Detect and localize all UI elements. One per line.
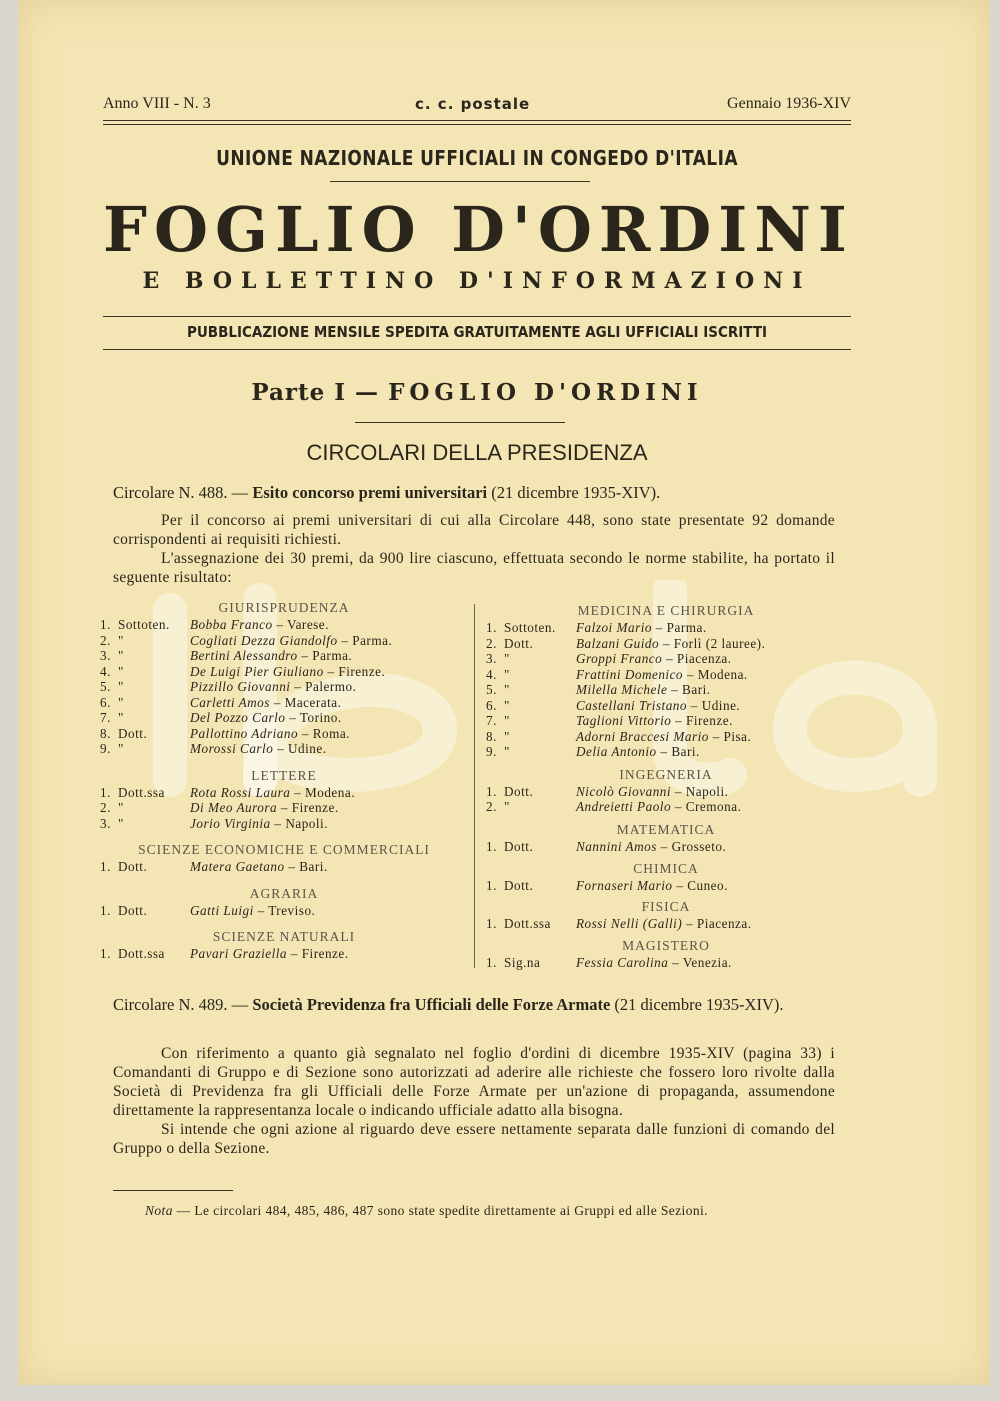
title: " [504,697,510,713]
city: – Piacenza. [686,915,752,931]
publication-note: PUBBLICAZIONE MENSILE SPEDITA GRATUITAMENTE AGLI UFFICIALI ISCRITTI [186,323,768,341]
winner-row [100,800,468,816]
city: – Parma. [301,648,353,663]
title: " [118,663,124,679]
winner-name: Pavari Graziella [190,946,288,961]
circular-subject: Società Previdenza fra Ufficiali delle Forze Armate [252,995,611,1014]
rank: 2. [486,799,497,814]
title: Dott. [118,859,148,874]
rank: 2. [100,632,111,648]
title: " [504,799,510,814]
faculty-heading: GIURISPRUDENZA [218,600,350,615]
faculty-heading: SCIENZE ECONOMICHE E COMMERCIALI [138,842,430,857]
circular-489-body [113,1044,835,1158]
results-right-column [486,602,846,971]
footnote-divider [113,1190,233,1191]
faculty-heading: LETTERE [251,767,317,783]
city: – Firenze. [290,946,349,961]
winner-row [100,816,468,832]
rank: 1. [100,946,111,961]
title: Dott. [504,635,534,651]
winner-name: Bobba Franco [190,617,273,632]
circular-number: Circolare N. 489. — [113,995,249,1014]
rank: 1. [100,859,111,874]
winner-row [486,713,846,729]
winner-name: Pallottino Adriano [190,725,299,741]
winner-row [486,620,846,636]
winner-name: Rota Rossi Laura [190,784,291,800]
winner-name: Pizzillo Giovanni [190,679,291,694]
faculty-heading: FISICA [641,898,691,914]
city: – Forlì (2 lauree). [662,635,766,651]
divider [103,349,851,350]
title: " [504,666,510,682]
winner-row [100,617,468,633]
rank: 6. [100,694,111,710]
winner-name: Andreietti Paolo [576,799,672,814]
winner-name: Delia Antonio [576,744,657,759]
masthead-subtitle: E BOLLETTINO D'INFORMAZIONI [142,268,812,294]
winner-name: Rossi Nelli (Galli) [576,915,683,931]
rank: 3. [100,815,111,831]
rank: 1. [100,617,111,632]
city: – Firenze. [327,663,386,679]
faculty-heading: CHIMICA [633,861,699,876]
rank: 1. [100,784,111,800]
winner-row [486,682,846,698]
city: – Udine. [690,697,741,713]
title: " [504,651,510,666]
postal-label: c. c. postale [415,95,531,113]
city: – Macerata. [273,694,342,710]
title: Sig.na [504,955,541,970]
footnote-label: Nota [145,1203,173,1218]
title: Dott.ssa [118,946,165,961]
city: – Modena. [686,666,748,682]
rank: 1. [486,955,497,970]
divider [355,422,565,423]
part-heading [103,379,851,407]
winner-name: Bertini Alessandro [190,648,298,663]
winner-name: Cogliati Dezza Giandolfo [190,632,338,648]
title: Dott.ssa [504,915,551,931]
winner-name: Adorni Braccesi Mario [576,728,709,744]
city: – Modena. [294,784,356,800]
winner-name: Nicolò Giovanni [576,783,672,799]
divider [103,124,851,125]
city: – Parma. [341,632,393,648]
rank: 7. [100,710,111,725]
circular-number: Circolare N. 488. — [113,483,249,502]
column-divider [474,604,475,968]
rank: 2. [100,800,111,815]
rank: 8. [100,725,111,741]
winner-name: Morossi Carlo [190,741,274,756]
city: – Grosseto. [660,838,727,854]
title: Sottoten. [118,617,170,632]
city: – Pisa. [712,728,752,744]
winner-row [486,636,846,652]
winner-row [100,695,468,711]
rank: 1. [486,838,497,854]
title: " [118,800,124,815]
rank: 1. [486,878,497,893]
winner-name: Matera Gaetano [190,859,285,874]
divider [103,316,851,317]
rank: 1. [486,620,497,635]
rank: 8. [486,728,497,744]
issue-date: Gennaio 1936-XIV [727,95,851,112]
circular-date: (21 dicembre 1935-XIV). [491,483,661,502]
winner-row [100,785,468,801]
winner-row [486,878,846,894]
city: – Piacenza. [666,651,732,666]
winner-name: Taglioni Vittorio [576,713,672,728]
faculty-heading: SCIENZE NATURALI [212,929,356,944]
winner-name: Falzoi Mario [576,620,652,635]
circular-488-body [113,511,835,587]
title: Dott.ssa [118,784,165,800]
winner-name: Castellani Tristano [576,697,687,713]
title: " [504,728,510,744]
city: – Cuneo. [676,878,728,893]
rank: 5. [486,682,497,697]
rank: 3. [486,651,497,666]
title: Dott. [504,878,534,893]
city: – Varese. [276,617,329,632]
paragraph: Con riferimento a quanto già segnalato nel foglio d'ordini di dicembre 1935-XIV (pagina 33) i Comandanti di Gruppo e di Sezione sono autorizzati ad aderire alle richieste che fossero loro rivolte dalla Società di Previdenza fra gli Ufficiali delle Forze Armate per un'azione di propaganda, assumendone direttamente la rappresentanza locale o indicando ufficiale adatto alla bisogna. [113,1045,835,1119]
winner-row [100,648,468,664]
winner-row [486,799,846,815]
winner-row [100,946,468,962]
footnote-text: — Le circolari 484, 485, 486, 487 sono state spedite direttamente ai Gruppi ed alle Sezioni. [176,1203,708,1218]
winner-row [100,664,468,680]
city: – Torino. [289,710,342,725]
rank: 1. [100,902,111,918]
rank: 7. [486,713,497,728]
city: – Palermo. [294,679,357,694]
rank: 6. [486,697,497,713]
winner-row [486,651,846,667]
winner-name: Milella Michele [576,682,668,697]
part-name: FOGLIO D'ORDINI [388,379,703,406]
winner-row [100,741,468,757]
rank: 9. [100,741,111,756]
city: – Treviso. [257,902,316,918]
winner-row [486,839,846,855]
circular-subject: Esito concorso premi universitari [252,483,488,502]
winner-name: Groppi Franco [576,651,663,666]
winner-name: Fornaseri Mario [576,878,673,893]
winner-row [486,784,846,800]
winner-name: Del Pozzo Carlo [190,710,286,725]
title: " [118,694,124,710]
part-label: Parte I — [251,379,380,406]
faculty-heading: MAGISTERO [622,938,710,953]
winner-name: Jorio Virginia [190,815,271,831]
winner-name: Balzani Guido [576,635,660,651]
winner-row [486,955,846,971]
city: – Venezia. [672,955,732,970]
issue-number: Anno VIII - N. 3 [103,95,211,112]
faculty-heading: MATEMATICA [616,821,716,837]
title: " [118,679,124,694]
organization-name: UNIONE NAZIONALE UFFICIALI IN CONGEDO D'ITALIA [216,146,738,170]
title: Dott. [118,725,148,741]
winner-name: Nannini Amos [576,838,657,854]
rank: 1. [486,915,497,931]
circular-488-heading [113,483,853,502]
rank: 1. [486,783,497,799]
winner-name: Carletti Amos [190,694,270,710]
winner-row [100,726,468,742]
winner-name: Gatti Luigi [190,902,254,918]
masthead-title: FOGLIO D'ORDINI [103,193,854,266]
city: – Bari. [660,744,700,759]
city: – Napoli. [274,815,329,831]
rank: 9. [486,744,497,759]
winner-row [100,903,468,919]
city: – Parma. [655,620,707,635]
rank: 5. [100,679,111,694]
winner-name: Fessia Carolina [576,955,669,970]
title: " [118,648,124,663]
footnote [113,1202,835,1220]
rank: 2. [486,635,497,651]
city: – Firenze. [675,713,733,728]
rank: 3. [100,648,111,663]
faculty-heading: INGEGNERIA [619,766,713,782]
winner-row [100,633,468,649]
title: " [504,713,510,728]
paragraph: Per il concorso ai premi universitari di cui alla Circolare 448, sono state presentate 92 domande corrispondenti ai requisiti richiesti. [113,512,835,548]
city: – Cremona. [674,799,742,814]
winner-row [486,916,846,932]
winner-name: Frattini Domenico [576,666,684,682]
winner-row [486,698,846,714]
paragraph: Si intende che ogni azione al riguardo deve essere nettamente separata dalle funzioni di comando del Gruppo o della Sezione. [113,1121,835,1157]
winner-row [486,667,846,683]
city: – Firenze. [280,800,339,815]
divider [330,181,590,182]
title: " [118,815,124,831]
city: – Udine. [277,741,327,756]
winner-row [486,729,846,745]
faculty-heading: AGRARIA [249,885,319,901]
title: Sottoten. [504,620,556,635]
winner-row [100,679,468,695]
winner-name: Di Meo Aurora [190,800,278,815]
title: " [504,744,510,759]
divider [103,120,851,121]
title: " [118,710,124,725]
section-title: CIRCOLARI DELLA PRESIDENZA [306,440,648,465]
city: – Bari. [671,682,711,697]
winner-name: De Luigi Pier Giuliano [190,663,324,679]
city: – Napoli. [674,783,729,799]
title: Dott. [504,838,534,854]
rank: 4. [100,663,111,679]
rank: 4. [486,666,497,682]
title: " [118,741,124,756]
winner-row [486,744,846,760]
title: Dott. [118,902,148,918]
faculty-heading: MEDICINA E CHIRURGIA [577,603,755,618]
title: Dott. [504,783,534,799]
title: " [504,682,510,697]
circular-489-heading [113,995,841,1014]
title: " [118,632,124,648]
winner-row [100,710,468,726]
city: – Roma. [301,725,351,741]
winner-row [100,859,468,875]
circular-date: (21 dicembre 1935-XIV). [614,995,784,1014]
paragraph: L'assegnazione dei 30 premi, da 900 lire ciascuno, effettuata secondo le norme stabilite, ha portato il seguente risultato: [113,550,835,586]
results-left-column [100,599,468,962]
city: – Bari. [288,859,328,874]
